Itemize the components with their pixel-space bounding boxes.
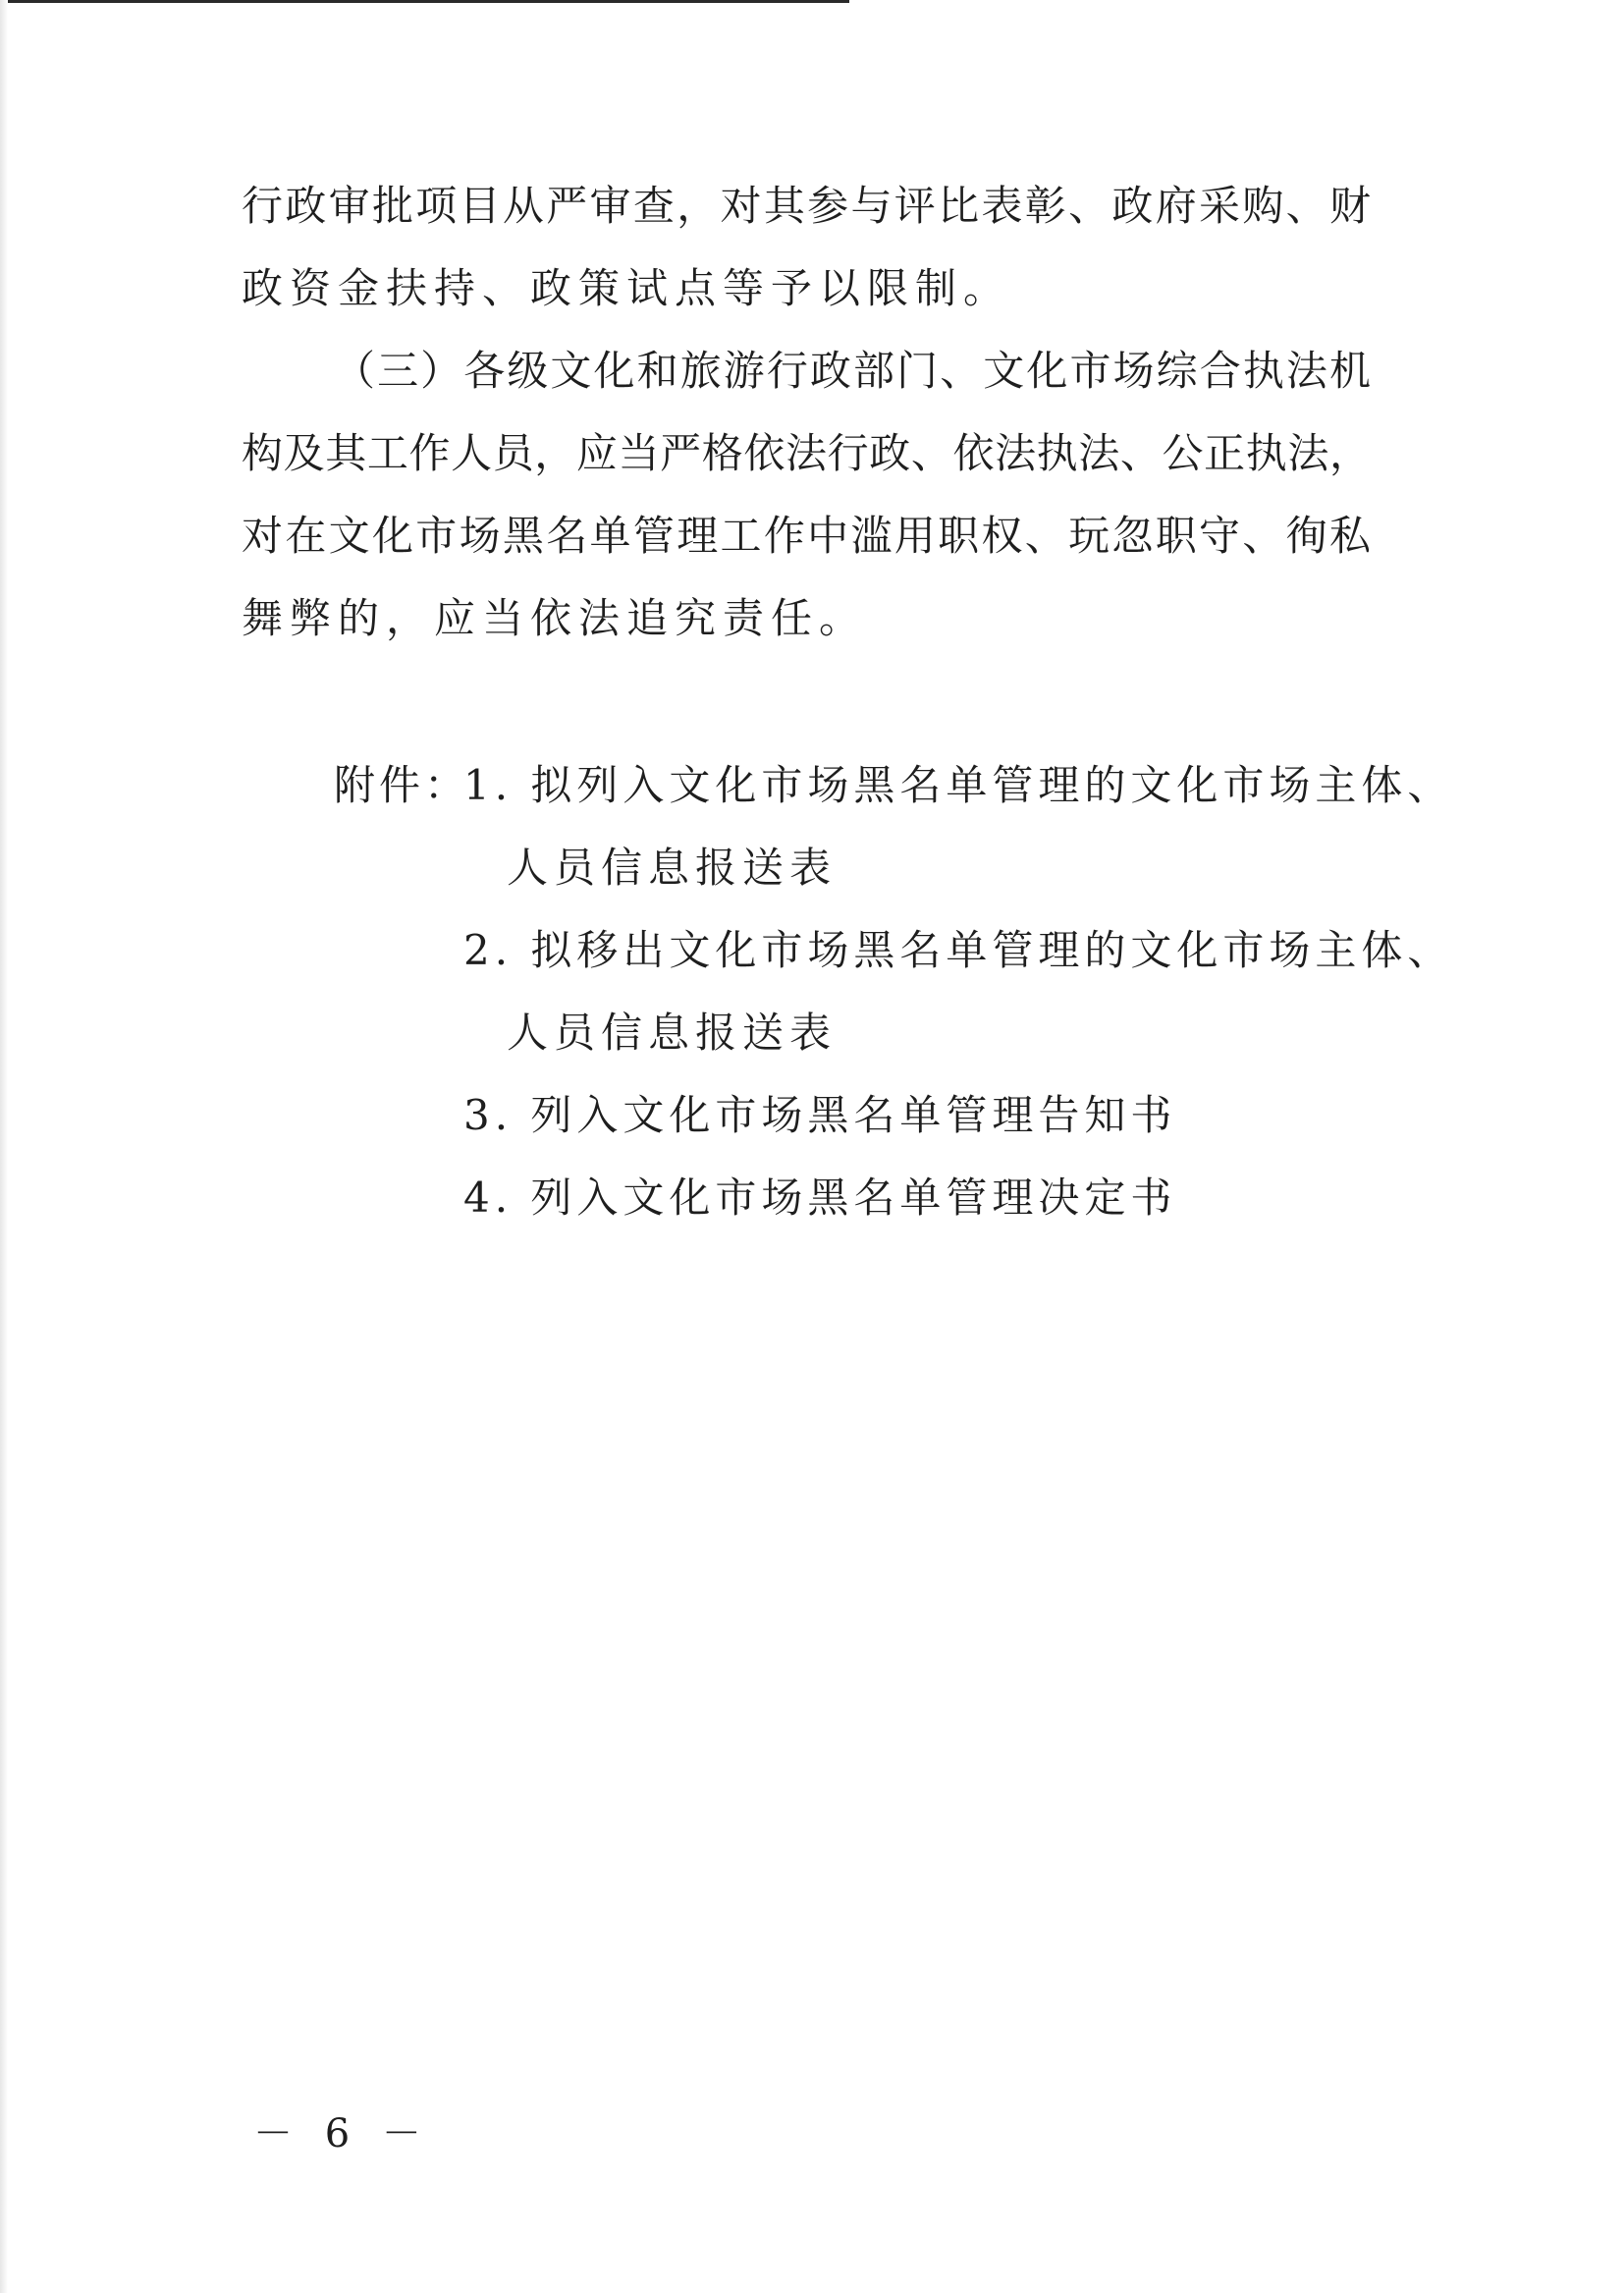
body-paragraph-2-line-2: 构及其工作人员，应当严格依法行政、依法执法、公正执法， — [242, 429, 1371, 477]
attachment-item-3: 3. 列入文化市场黑名单管理告知书 — [463, 1091, 1177, 1139]
body-paragraph-1-line-2: 政资金扶持、政策试点等予以限制。 — [242, 264, 1012, 312]
top-scan-rule — [0, 0, 849, 3]
body-paragraph-2-line-1: （三）各级文化和旅游行政部门、文化市场综合执法机 — [334, 347, 1371, 395]
attachment-item-2-line-1: 2. 拟移出文化市场黑名单管理的文化市场主体、 — [463, 926, 1454, 974]
scan-edge-shade — [0, 0, 8, 2293]
attachment-item-1-line-2: 人员信息报送表 — [507, 844, 838, 892]
attachment-item-4: 4. 列入文化市场黑名单管理决定书 — [463, 1174, 1177, 1222]
attachments-label: 附件： — [334, 761, 470, 809]
body-paragraph-2-line-3: 对在文化市场黑名单管理工作中滥用职权、玩忽职守、徇私 — [242, 512, 1371, 560]
attachment-item-1-line-1: 1. 拟列入文化市场黑名单管理的文化市场主体、 — [463, 761, 1454, 809]
body-paragraph-2-line-4: 舞弊的，应当依法追究责任。 — [242, 594, 868, 642]
page-number: － 6 － — [253, 2111, 431, 2157]
attachment-item-2-line-2: 人员信息报送表 — [507, 1009, 838, 1057]
body-paragraph-1-line-1: 行政审批项目从严审查，对其参与评比表彰、政府采购、财 — [242, 182, 1371, 230]
